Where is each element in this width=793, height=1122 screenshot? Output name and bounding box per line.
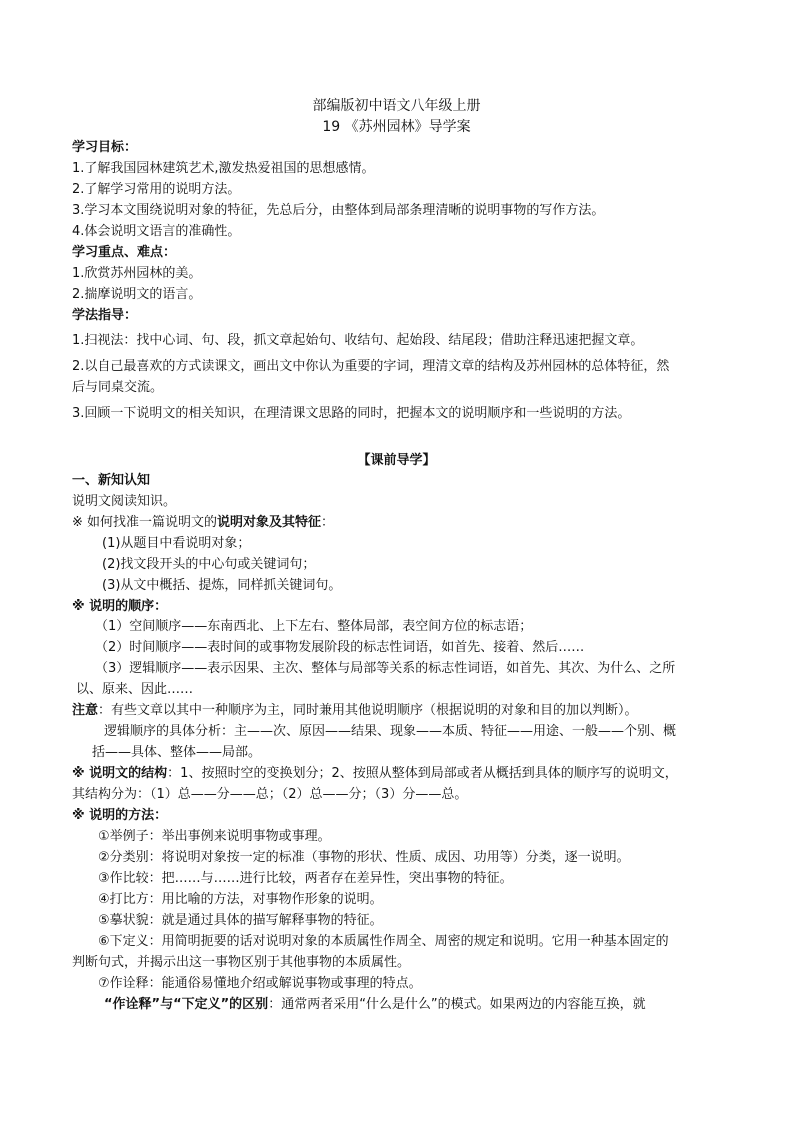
way-item: ①举例子：举出事例来说明事物或事理。 — [98, 829, 331, 844]
order-item: （1）空间顺序——东南西北、上下左右、整体局部，表空间方位的标志语； — [95, 619, 533, 634]
method-item: 3.回顾一下说明文的相关知识，在理清课文思路的同时，把握本文的说明顺序和一些说明的方法。 — [72, 406, 631, 421]
note-text: ：有些文章以其中一种顺序为主，同时兼用其他说明顺序（根据说明的对象和目的加以判断）。 — [98, 703, 638, 718]
section-heading: 一、新知认知 — [72, 473, 151, 488]
structure-label: ※ 说明文的结构 — [72, 766, 168, 781]
keypoint-item: 1.欣赏苏州园林的美。 — [72, 266, 202, 281]
definition-difference — [104, 995, 646, 1015]
way-item: ⑤摹状貌：就是通过具体的描写解释事物的特征。 — [98, 913, 383, 928]
keypoint-item: 2.揣摩说明文的语言。 — [72, 287, 202, 302]
goal-item: 4.体会说明文语言的准确性。 — [72, 224, 241, 239]
logic-analysis-continued: 括——具体、整体——局部。 — [92, 745, 262, 760]
find-object-bold: 说明对象及其特征 — [217, 515, 322, 530]
method-item: 1.扫视法：找中心词、句、段，抓文章起始句、收结句、起始段、结尾段；借助注释迅速把握文章。 — [72, 333, 644, 348]
find-item: (3)从文中概括、提炼，同样抓关键词句。 — [102, 578, 342, 593]
order-item: （2）时间顺序——表时间的或事物发展阶段的标志性词语，如首先、接着、然后…… — [95, 640, 585, 655]
difference-text: ：通常两者采用“什么是什么”的模式。如果两边的内容能互换，就 — [268, 997, 646, 1012]
goal-item: 1.了解我国园林建筑艺术,激发热爱祖国的思想感情。 — [72, 161, 375, 176]
note-label: 注意 — [72, 703, 99, 718]
way-item: ⑦作诠释：能通俗易懂地介绍或解说事物或事理的特点。 — [98, 976, 422, 991]
goal-item: 3.学习本文围绕说明对象的特征，先总后分，由整体到局部条理清晰的说明事物的写作方法。 — [72, 203, 605, 218]
way-item: ③作比较：把……与……进行比较，两者存在差异性，突出事物的特征。 — [98, 871, 513, 886]
structure-text: ：1、按照时空的变换划分；2、按照从整体到局部或者从概括到具体的顺序写的说明文， — [167, 766, 678, 781]
goals-heading: 学习目标： — [72, 140, 138, 155]
way-item: ⑥下定义：用简明扼要的话对说明对象的本质属性作周全、周密的规定和说明。它用一种基本固定的 — [98, 934, 669, 949]
find-object-heading — [72, 513, 334, 533]
order-item-continued: 以、原来、因此…… — [76, 682, 194, 697]
keypoints-heading: 学习重点、难点： — [72, 245, 177, 260]
order-item: （3）逻辑顺序——表示因果、主次、整体与局部等关系的标志性词语，如首先、其次、为什么、之所 — [95, 661, 676, 676]
find-object-prefix: ※ 如何找准一篇说明文的 — [72, 515, 218, 530]
find-item: (2)找文段开头的中心句或关键词句； — [102, 557, 316, 572]
way-item-continued: 判断句式，并揭示出这一事物区别于其他事物的本质属性。 — [72, 955, 411, 970]
structure-text-continued: 其结构分为：（1）总——分——总；（2）总——分；（3）分——总。 — [72, 787, 468, 802]
order-note — [72, 701, 638, 721]
logic-analysis: 逻辑顺序的具体分析：主——次、原因——结果、现象——本质、特征——用途、一般——个别、概 — [104, 724, 677, 739]
ways-heading: ※ 说明的方法： — [72, 808, 168, 823]
document-title: 部编版初中语文八年级上册 — [312, 98, 481, 114]
find-item: (1)从题目中看说明对象； — [102, 536, 251, 551]
difference-label: “作诠释”与“下定义”的区别 — [104, 997, 269, 1012]
structure-line — [72, 764, 678, 784]
intro-text: 说明文阅读知识。 — [72, 494, 177, 509]
order-heading: ※ 说明的顺序： — [72, 599, 168, 614]
document-subtitle: 19 《苏州园林》导学案 — [322, 119, 471, 135]
method-item: 2.以自己最喜欢的方式读课文，画出文中你认为重要的字词，理清文章的结构及苏州园林的总体特征，然 — [72, 359, 670, 374]
goal-item: 2.了解学习常用的说明方法。 — [72, 182, 241, 197]
way-item: ②分类别：将说明对象按一定的标准（事物的形状、性质、成因、功用等）分类，逐一说明。 — [98, 850, 630, 865]
methods-heading: 学法指导： — [72, 308, 138, 323]
find-object-suffix: ： — [321, 515, 335, 530]
method-item-continued: 后与同桌交流。 — [72, 380, 164, 395]
way-item: ④打比方：用比喻的方法，对事物作形象的说明。 — [98, 892, 383, 907]
preview-heading: 【课前导学】 — [357, 453, 436, 468]
